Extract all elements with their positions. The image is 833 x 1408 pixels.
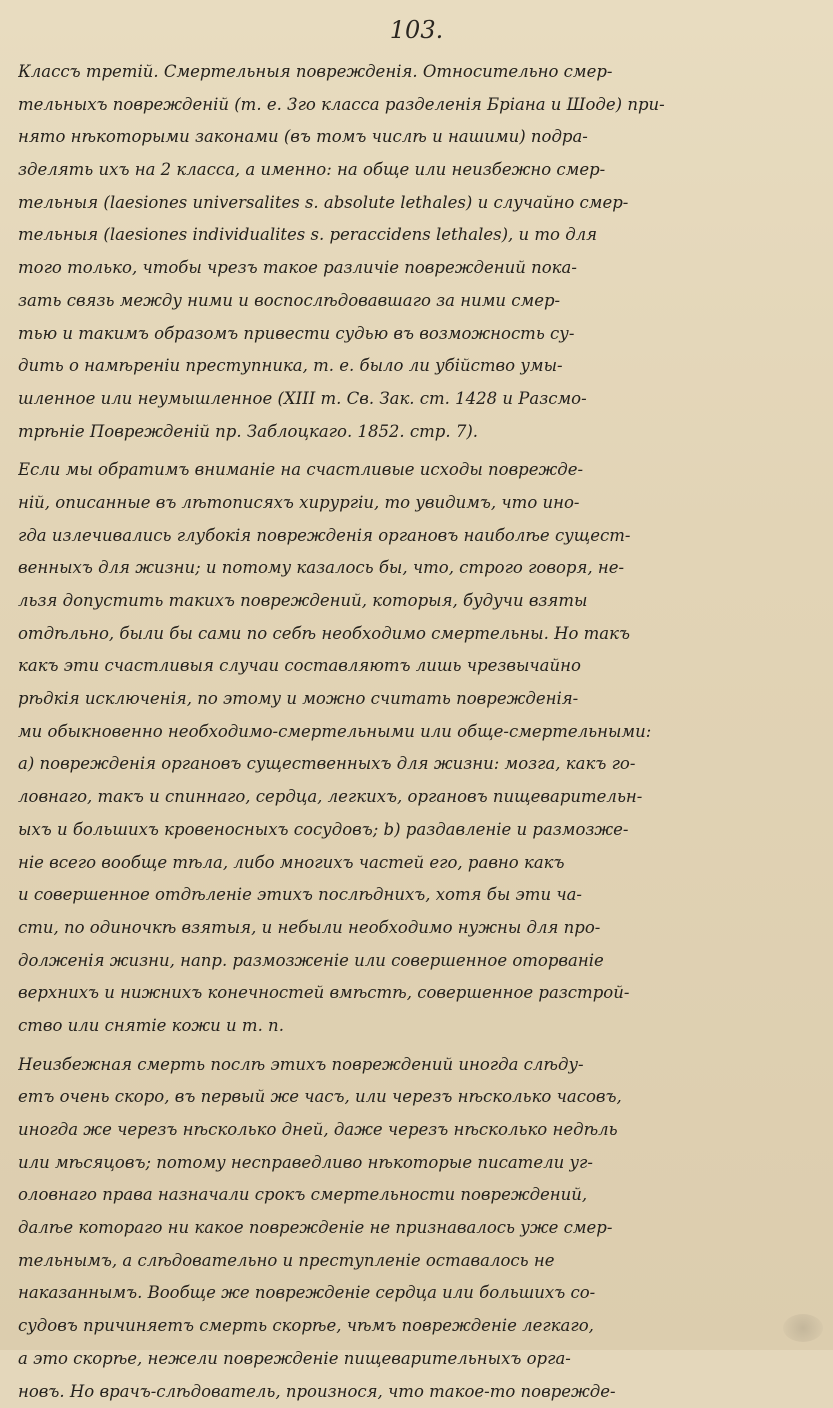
paragraph-3: [18, 1049, 815, 1408]
paper-stain: [783, 1314, 823, 1342]
text-line: зделять ихъ на 2 класса, а именно: на обще или неизбежно смер-: [18, 154, 815, 187]
text-line: рѣдкія исключенія, по этому и можно считать поврежденія-: [18, 683, 815, 716]
text-line: льзя допустить такихъ повреждений, которыя, будучи взяты: [18, 585, 815, 618]
text-line: зать связь между ними и воспослѣдовавшаго за ними смер-: [18, 285, 815, 318]
page-number: 103.: [0, 16, 833, 44]
text-line: тельныя (laesiones universalites s. absolute lethales) и случайно смер-: [18, 187, 815, 220]
text-line: ній, описанные въ лѣтописяхъ хирургіи, то увидимъ, что ино-: [18, 487, 815, 520]
text-line: новъ. Но врачъ-слѣдователь, произнося, что такое-то поврежде-: [18, 1376, 815, 1408]
text-line: тью и такимъ образомъ привести судью въ возможность су-: [18, 318, 815, 351]
text-line: тельныхъ поврежденій (т. е. 3го класса разделенія Бріана и Шоде) при-: [18, 89, 815, 122]
manuscript-text: [18, 56, 815, 1408]
text-line: венныхъ для жизни; и потому казалось бы, что, строго говоря, не-: [18, 552, 815, 585]
text-line: а) поврежденія органовъ существенныхъ для жизни: мозга, какъ го-: [18, 748, 815, 781]
text-line: ловнаго, такъ и спиннаго, сердца, легкихъ, органовъ пищеварительн-: [18, 781, 815, 814]
text-line: дить о намѣреніи преступника, т. е. было ли убійство умы-: [18, 350, 815, 383]
text-line: иногда же черезъ нѣсколько дней, даже черезъ нѣсколько недѣль: [18, 1114, 815, 1147]
text-line: и совершенное отдѣленіе этихъ послѣднихъ, хотя бы эти ча-: [18, 879, 815, 912]
text-line: трѣніе Поврежденій пр. Заблоцкаго. 1852. стр. 7).: [18, 416, 815, 449]
text-line: ніе всего вообще тѣла, либо многихъ частей его, равно какъ: [18, 847, 815, 880]
text-line: нято нѣкоторыми законами (въ томъ числѣ и нашими) подра-: [18, 121, 815, 154]
text-line: сти, по одиночкѣ взятыя, и небыли необходимо нужны для про-: [18, 912, 815, 945]
text-line: ыхъ и большихъ кровеносныхъ сосудовъ; b) раздавленіе и размозже-: [18, 814, 815, 847]
text-line: Неизбежная смерть послѣ этихъ повреждений иногда слѣду-: [18, 1049, 815, 1082]
text-line: долженія жизни, напр. размозженіе или совершенное оторваніе: [18, 945, 815, 978]
text-line: а это скорѣе, нежели поврежденіе пищеварительныхъ орга-: [18, 1343, 815, 1376]
text-line: ми обыкновенно необходимо-смертельными или обще-смертельными:: [18, 716, 815, 749]
text-line: оловнаго права назначали срокъ смертельности повреждений,: [18, 1179, 815, 1212]
text-line: Если мы обратимъ вниманіе на счастливые исходы поврежде-: [18, 454, 815, 487]
text-line: шленное или неумышленное (XIII т. Св. Зак. ст. 1428 и Разсмо-: [18, 383, 815, 416]
text-line: или мѣсяцовъ; потому несправедливо нѣкоторые писатели уг-: [18, 1147, 815, 1180]
paragraph-2: [18, 454, 815, 1042]
text-line: тельныя (laesiones individualites s. peraccidens lethales), и то для: [18, 219, 815, 252]
text-line: тельнымъ, а слѣдовательно и преступленіе оставалось не: [18, 1245, 815, 1278]
paragraph-1: [18, 56, 815, 448]
text-line: наказаннымъ. Вообще же поврежденіе сердца или большихъ со-: [18, 1277, 815, 1310]
text-line: какъ эти счастливыя случаи составляютъ лишь чрезвычайно: [18, 650, 815, 683]
text-line: того только, чтобы чрезъ такое различіе повреждений пока-: [18, 252, 815, 285]
text-line: Классъ третій. Смертельныя поврежденія. Относительно смер-: [18, 56, 815, 89]
text-line: далѣе котораго ни какое поврежденіе не признавалось уже смер-: [18, 1212, 815, 1245]
text-line: верхнихъ и нижнихъ конечностей вмѣстѣ, совершенное разстрой-: [18, 977, 815, 1010]
text-line: етъ очень скоро, въ первый же часъ, или черезъ нѣсколько часовъ,: [18, 1081, 815, 1114]
text-line: ство или снятіе кожи и т. п.: [18, 1010, 815, 1043]
text-line: отдѣльно, были бы сами по себѣ необходимо смертельны. Но такъ: [18, 618, 815, 651]
text-line: судовъ причиняетъ смерть скорѣе, чѣмъ поврежденіе легкаго,: [18, 1310, 815, 1343]
text-line: гда излечивались глубокія поврежденія органовъ наиболѣе сущест-: [18, 520, 815, 553]
